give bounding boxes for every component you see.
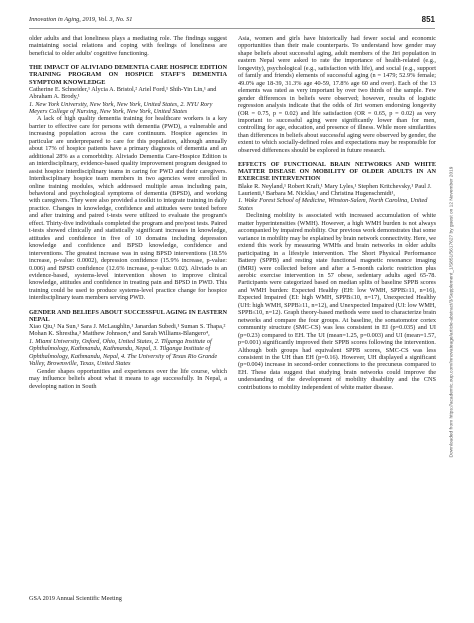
left-column [29,35,227,390]
article-title: EFFECTS OF FUNCTIONAL BRAIN NETWORKS AND WHITE MATTER DISEASE ON MOBILITY OF OLDER ADULTS IN AN EXERCISE INTERVENTION [238,161,436,183]
article-affiliations: 1. Wake Forest School of Medicine, Winston-Salem, North Carolina, United States [238,197,428,212]
article-title: GENDER AND BELIEFS ABOUT SUCCESSFUL AGING IN EASTERN NEPAL [29,308,227,323]
continued-paragraph: Asia, women and girls have historically had fewer social and economic opportunities than their male counterparts. To understand how gender may shape beliefs about successful aging, adult members of the Jiri population in eastern Nepal were asked to rate the importance of health-related (e.g., longevity), psychological (e.g., satisfaction with life), and social (e.g., support of family and friends) elements of successful aging (n = 1479; 52.9% female; 49.0% age 18-39, 31.3% age 40-59, 17.8% age 60 and over). Each of the 13 elements was rated as very important by over two thirds of the sample. Few gender differences in beliefs were observed; however, results of logistic regression analysis indicate that the odds of Jiri women endorsing longevity (OR = 0.75, p = 0.02) and life satisfaction (OR = 0.65, p = 0.02) as very important to successful aging were significantly lower than for men, controlling for age, education, and presence of illness. While more similarities than differences in beliefs about successful aging were observed by gender, the extent to which socially-defined roles and expectations may be responsible for observed differences should be explored in future research. [238,35,436,154]
article-abstract: A lack of high quality dementia training for healthcare workers is a key barrier to effective care for persons with dementia (PWD), a vulnerable and increasing population across the care continuum. Hospice agencies in particular are underprepared to care for this population, although annually about 17% of hospice patients have a primary diagnosis of dementia and an additional 28% as a comorbidity. Aliviado Dementia Care-Hospice Edition is an interdisciplinary, evidence-based quality improvement program designed to assist hospice interdisciplinary teams in caring for PWD and their caregivers. Interdisciplinary hospice team members in two agencies were enrolled in online training modules, which addressed multiple areas including pain, behavioral and psychological symptoms of dementia (BPSD), and working with caregivers. They were also provided a toolkit to integrate training in daily practice. Changes in knowledge, confidence and attitudes were tested before and after training and paired t-tests were utilized to evaluate the program's effect. Thirty-five individuals completed the program and pre/post tests. Paired t-tests showed clinically and statistically significant increases in knowledge, attitudes and confidence in five of 10 domains including depression knowledge and confidence and BPSD knowledge, confidence and interventions. The greatest increase was in using BPSD interventions (18.5% increase, p-value: 0.0002), depression confidence (15.9% increase, p-value: 0.006) and BPSD confidence (12.6% increase, p-value: 0.02). Aliviado is an evidence-based, systems-level intervention shown to improve clinical knowledge, attitudes and confidence in treating pain and BPSD in PWD. This training could be used to produce systems-level practice change for hospice interdisciplinary team members serving PWD. [29,115,227,302]
article-abstract: Gender shapes opportunities and experiences over the life course, which may influence beliefs about what it means to age successfully. In Nepal, a developing nation in South [29,367,227,390]
article-title: THE IMPACT OF ALIVIADO DEMENTIA CARE HOSPICE EDITION TRAINING PROGRAM ON HOSPICE STAFF'S DEMENTIA SYMPTOM KNOWLEDGE [29,64,227,86]
page-number: 851 [421,15,435,24]
page-footer: GSA 2019 Annual Scientific Meeting [29,595,122,602]
intro-paragraph: older adults and that loneliness plays a mediating role. The findings suggest maintaining social relations and coping with feelings of loneliness are beneficial to older adults' cognitive functioning. [29,35,227,57]
article-abstract: Declining mobility is associated with increased accumulation of white matter hyperintensities (WMH). However, a high WMH burden is not always accompanied by impaired mobility. Our previous work demonstrates that some variance in mobility may be explained by brain network connectivity. Here, we extend this work by measuring WMHs and brain networks in older adults participating in a lifestyle intervention. The Short Physical Performance Battery (SPPB) and resting state functional magnetic resonance imaging (fMRI) were collected before and after a 5-month caloric restriction plus aerobic exercise intervention in 57 obese, sedentary adults aged 65-78. Participants were categorized based on median splits of baseline SPPB scores and WMH burden: Expected Healthy (EH: low WMH, SPPB≥11, n=16), Expected Impaired (EI: high WMH, SPPB≤10, n=17), Unexpected Healthy (UH: high WMH, SPPB≥11, n=12), and Unexpected Impaired (UI: low WMH, SPPB≤10, n=12). Graph theory-based methods were used to characterize brain networks and compare the four groups. At baseline, the somatomotor cortex community structure (SMC-CS) was less consistent in EI (p=0.035) and UI (p=0.23) compared to EH. The UI (mean=1.25, p=0.003) and UI (mean=1.57, p=0.001) significantly improved their SPPB scores following the intervention. Although both groups had equivalent SPPB scores, SMC-CS was less consistent in the UH than EH (p=0.16). However, UH displayed a significant (p=0.004) increase in second-order connections to the precuneus compared to EH. These data suggest that studying brain networks could improve the understanding of the development of mobility disability and the CNS contributions to mobility independent of white matter disease. [238,212,436,391]
right-column [238,35,436,391]
article-affiliations: 1. New York University, New York, New York, United States, 2. NYU Rory Meyers College of Nursing, New York, New York, United States [29,100,213,115]
download-notice: Downloaded from https://academic.oup.com/innovateage/article-abstract/3/Supplement_1/S851/5617627 by guest on 12 November 2019 [449,166,455,458]
article-authors: Xiao Qiu,¹ Na Sun,¹ Sara J. McLaughlin,¹ Janardan Subedi,¹ Suman S. Thapa,² Mohan K. Shrestha,³ Matthew Johnson,⁴ and Sarah Williams-Blangero⁴, [29,322,226,338]
article-affiliations: 1. Miami University, Oxford, Ohio, United States, 2. Tilganga Institute of Ophthalmology, Kathmandu, Kathmandu, Nepal, 3. Tilganga Institute of Ophthalmology, Kathmandu, Nepal, 4. The University of Texas Rio Grande Valley, Brownsville, Texas, United States [29,337,218,368]
journal-name: Innovation in Aging, 2019, Vol. 3, No. S1 [29,16,133,23]
article-authors: Blake R. Neyland,¹ Robert Kraft,¹ Mary Lyles,¹ Stephen Kritchevsky,¹ Paul J. Laurienti,¹ Barbara M. Nicklas,¹ and Christina Hugenschmidt¹, [238,182,432,197]
article-authors: Catherine E. Schneider,¹ Alycia A. Bristol,² Ariel Ford,¹ Shih-Yin Lin,¹ and Abraham A. Brody,¹ [29,85,217,101]
page-header [29,16,435,29]
